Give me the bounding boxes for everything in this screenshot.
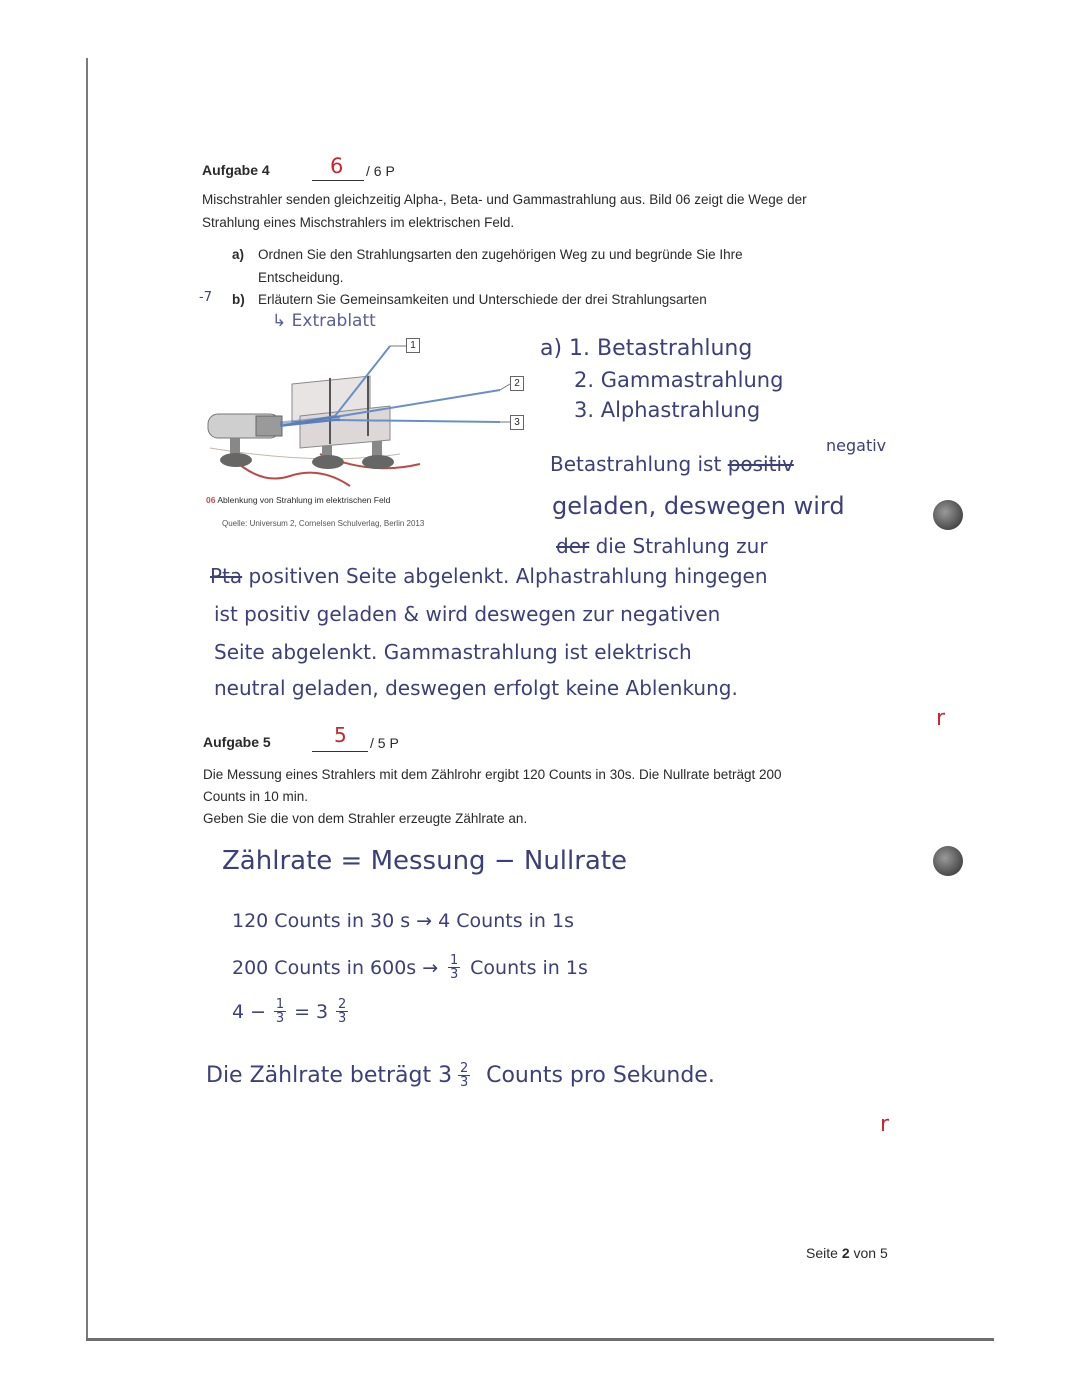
aufgabe5-text-line3: Geben Sie die von dem Strahler erzeugte Zählrate an. xyxy=(203,811,528,826)
page-number xyxy=(806,1245,888,1261)
answer4-b3-text: die Strahlung zur xyxy=(595,534,768,558)
answer4-a1: a) 1. Betastrahlung xyxy=(540,336,753,361)
answer4-b1-crossed: positiv xyxy=(727,452,794,476)
answer4-b4-crossed: Pta xyxy=(210,564,243,588)
punch-hole-top xyxy=(933,500,963,530)
answer5-result-frac-num: 2 xyxy=(459,1061,469,1076)
answer5-calc1: 120 Counts in 30 s → 4 Counts in 1s xyxy=(232,910,574,932)
answer5-result-fraction xyxy=(458,1062,470,1089)
figure-source: Quelle: Universum 2, Cornelsen Schulverlag, Berlin 2013 xyxy=(222,519,425,528)
answer5-calc2 xyxy=(232,954,588,981)
task-a-marker: a) xyxy=(232,247,245,262)
figure-label-3: 3 xyxy=(510,415,524,430)
aufgabe4-intro-line2: Strahlung eines Mischstrahlers im elektrischen Feld. xyxy=(202,215,515,230)
answer5-result-right: Counts pro Sekunde. xyxy=(486,1063,715,1088)
page-number-current: 2 xyxy=(841,1245,850,1261)
figure-label-2: 2 xyxy=(510,376,524,391)
answer4-b2: geladen, deswegen wird xyxy=(552,492,845,520)
answer4-b7: neutral geladen, deswegen erfolgt keine Ablenkung. xyxy=(214,676,738,700)
answer4-b5: ist positiv geladen & wird deswegen zur negativen xyxy=(214,602,721,626)
aufgabe5-heading: Aufgabe 5 xyxy=(203,734,271,750)
answer5-check-mark: r xyxy=(880,1112,890,1137)
aufgabe4-heading: Aufgabe 4 xyxy=(202,162,270,178)
answer4-b4 xyxy=(210,564,768,588)
answer4-a2: 2. Gammastrahlung xyxy=(574,368,784,392)
answer5-calc3-fraction-a xyxy=(274,998,286,1025)
answer5-formula: Zählrate = Messung − Nullrate xyxy=(222,846,628,876)
answer4-b1-start: Betastrahlung ist xyxy=(550,452,722,476)
answer5-calc3 xyxy=(232,998,348,1025)
task-a-line1: Ordnen Sie den Strahlungsarten den zugehörigen Weg zu und begründe Sie Ihre xyxy=(258,247,743,262)
figure-label-1: 1 xyxy=(406,338,420,353)
answer5-calc3-fraction-a-num: 1 xyxy=(275,997,285,1012)
task-b-marker: b) xyxy=(232,292,245,307)
answer4-b6: Seite abgelenkt. Gammastrahlung ist elektrisch xyxy=(214,640,692,664)
answer5-calc2-left: 200 Counts in 600s → xyxy=(232,956,439,979)
task-b-hand-note: ↳ Extrablatt xyxy=(272,311,376,331)
aufgabe5-score-max: / 5 P xyxy=(370,735,399,751)
aufgabe5-text-line2: Counts in 10 min. xyxy=(203,789,309,804)
aufgabe4-intro-line1: Mischstrahler senden gleichzeitig Alpha-, Beta- und Gammastrahlung aus. Bild 06 zeigt die Wege der xyxy=(202,192,807,207)
answer4-b3-crossed: der xyxy=(556,534,590,558)
figure-06-illustration xyxy=(200,336,540,496)
answer5-calc2-right: Counts in 1s xyxy=(470,956,588,979)
answer4-b3 xyxy=(556,534,768,558)
punch-hole-bottom xyxy=(933,846,963,876)
answer5-result-left: Die Zählrate beträgt 3 xyxy=(206,1063,453,1088)
scan-edge-bottom xyxy=(86,1338,994,1341)
answer5-result xyxy=(206,1062,715,1089)
page-number-suffix: von 5 xyxy=(853,1245,888,1261)
answer4-check-mark: r xyxy=(936,706,946,731)
answer5-result-frac-den: 3 xyxy=(459,1075,469,1090)
answer5-calc3-mid: = 3 xyxy=(294,1000,329,1023)
answer5-calc3-fraction-b-num: 2 xyxy=(337,997,347,1012)
answer4-a3: 3. Alphastrahlung xyxy=(574,398,761,422)
figure-caption-text: Ablenkung von Strahlung im elektrischen Feld xyxy=(217,495,391,505)
answer5-calc2-frac-den: 3 xyxy=(450,967,459,982)
task-a-line2: Entscheidung. xyxy=(258,270,344,285)
aufgabe4-score-max: / 6 P xyxy=(366,163,395,179)
figure-06 xyxy=(200,336,540,496)
figure-caption-number: 06 xyxy=(206,495,216,505)
answer5-calc3-fraction-b xyxy=(336,998,348,1025)
aufgabe5-text-line1: Die Messung eines Strahlers mit dem Zählrohr ergibt 120 Counts in 30s. Die Nullrate beträgt 200 xyxy=(203,767,782,782)
aufgabe5-score-awarded: 5 xyxy=(334,723,347,747)
scan-edge-left xyxy=(86,58,88,1341)
answer4-b4-text: positiven Seite abgelenkt. Alphastrahlung hingegen xyxy=(248,564,768,588)
answer5-calc2-frac-num: 1 xyxy=(450,953,459,968)
aufgabe4-score-awarded: 6 xyxy=(330,154,344,178)
task-b-line1: Erläutern Sie Gemeinsamkeiten und Unterschiede der drei Strahlungsarten xyxy=(258,292,707,307)
answer5-calc2-fraction xyxy=(448,954,460,981)
figure-caption xyxy=(206,495,390,505)
answer5-calc3-fraction-a-den: 3 xyxy=(275,1011,285,1026)
page-number-prefix: Seite xyxy=(806,1245,838,1261)
answer4-correction-negativ: negativ xyxy=(826,436,887,455)
answer5-calc3-left: 4 − xyxy=(232,1000,267,1023)
answer5-calc3-fraction-b-den: 3 xyxy=(337,1011,347,1026)
task-b-margin-note: -7 xyxy=(199,290,212,305)
answer4-b1 xyxy=(550,452,794,476)
